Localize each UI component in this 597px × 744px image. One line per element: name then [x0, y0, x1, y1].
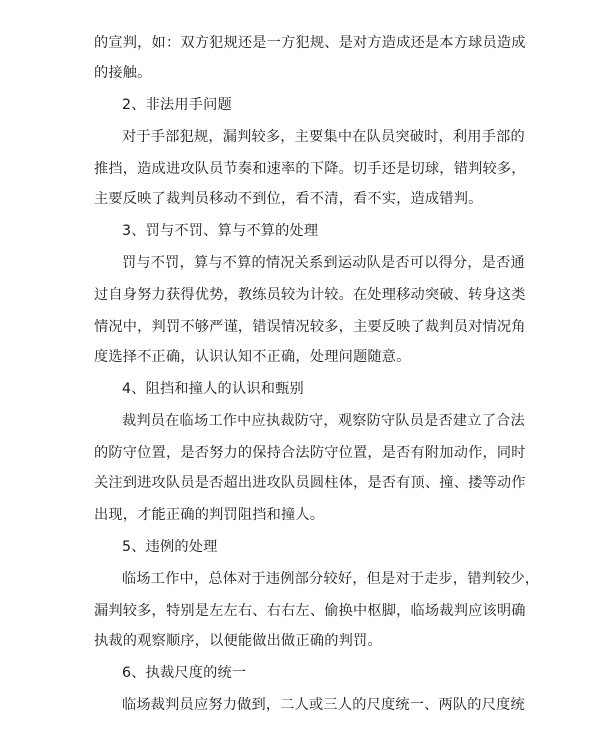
- section-heading: 4、阻挡和撞人的认识和甄别: [122, 381, 304, 397]
- section-heading: 3、罚与不罚、算与不算的处理: [122, 223, 319, 239]
- body-text-line: 出现，才能正确的判罚阻挡和撞人。: [94, 507, 325, 523]
- body-text-line: 的宣判，如：双方犯规还是一方犯规、是对方造成还是本方球员造成: [94, 35, 526, 51]
- section-heading: 6、执裁尺度的统一: [122, 665, 247, 681]
- section-heading: 5、违例的处理: [122, 539, 218, 555]
- paragraph-first-line: 临场工作中，总体对于违例部分较好，但是对于走步，错判较少，: [122, 571, 540, 587]
- body-text-line: 的接触。: [94, 65, 152, 81]
- body-text-line: 主要反映了裁判员移动不到位，看不清，看不实，造成错判。: [94, 191, 483, 207]
- body-text-line: 度选择不正确，认识认知不正确，处理问题随意。: [94, 349, 411, 365]
- paragraph-first-line: 裁判员在临场工作中应执裁防守，观察防守队员是否建立了合法: [122, 413, 525, 429]
- body-text-line: 情况中，判罚不够严谨，错误情况较多，主要反映了裁判员对情况角: [94, 319, 526, 335]
- paragraph-first-line: 罚与不罚，算与不算的情况关系到运动队是否可以得分，是否通: [122, 255, 525, 271]
- body-text-line: 过自身努力获得优势，教练员较为计较。在处理移动突破、转身这类: [94, 287, 526, 303]
- body-text-line: 关注到进攻队员是否超出进攻队员圆柱体，是否有顶、撞、搂等动作: [94, 475, 526, 491]
- paragraph-first-line: 对于手部犯规，漏判较多，主要集中在队员突破时，利用手部的: [122, 129, 525, 145]
- paragraph-first-line: 临场裁判员应努力做到，二人或三人的尺度统一、两队的尺度统: [122, 697, 525, 713]
- body-text-line: 的防守位置，是否努力的保持合法防守位置，是否有附加动作，同时: [94, 445, 526, 461]
- body-text-line: 推挡，造成进攻队员节奏和速率的下降。切手还是切球，错判较多，: [94, 161, 526, 177]
- body-text-line: 执裁的观察顺序，以便能做出做正确的判罚。: [94, 633, 382, 649]
- body-text-line: 漏判较多，特别是左左右、右右左、偷换中枢脚，临场裁判应该明确: [94, 603, 526, 619]
- section-heading: 2、非法用手问题: [122, 97, 232, 113]
